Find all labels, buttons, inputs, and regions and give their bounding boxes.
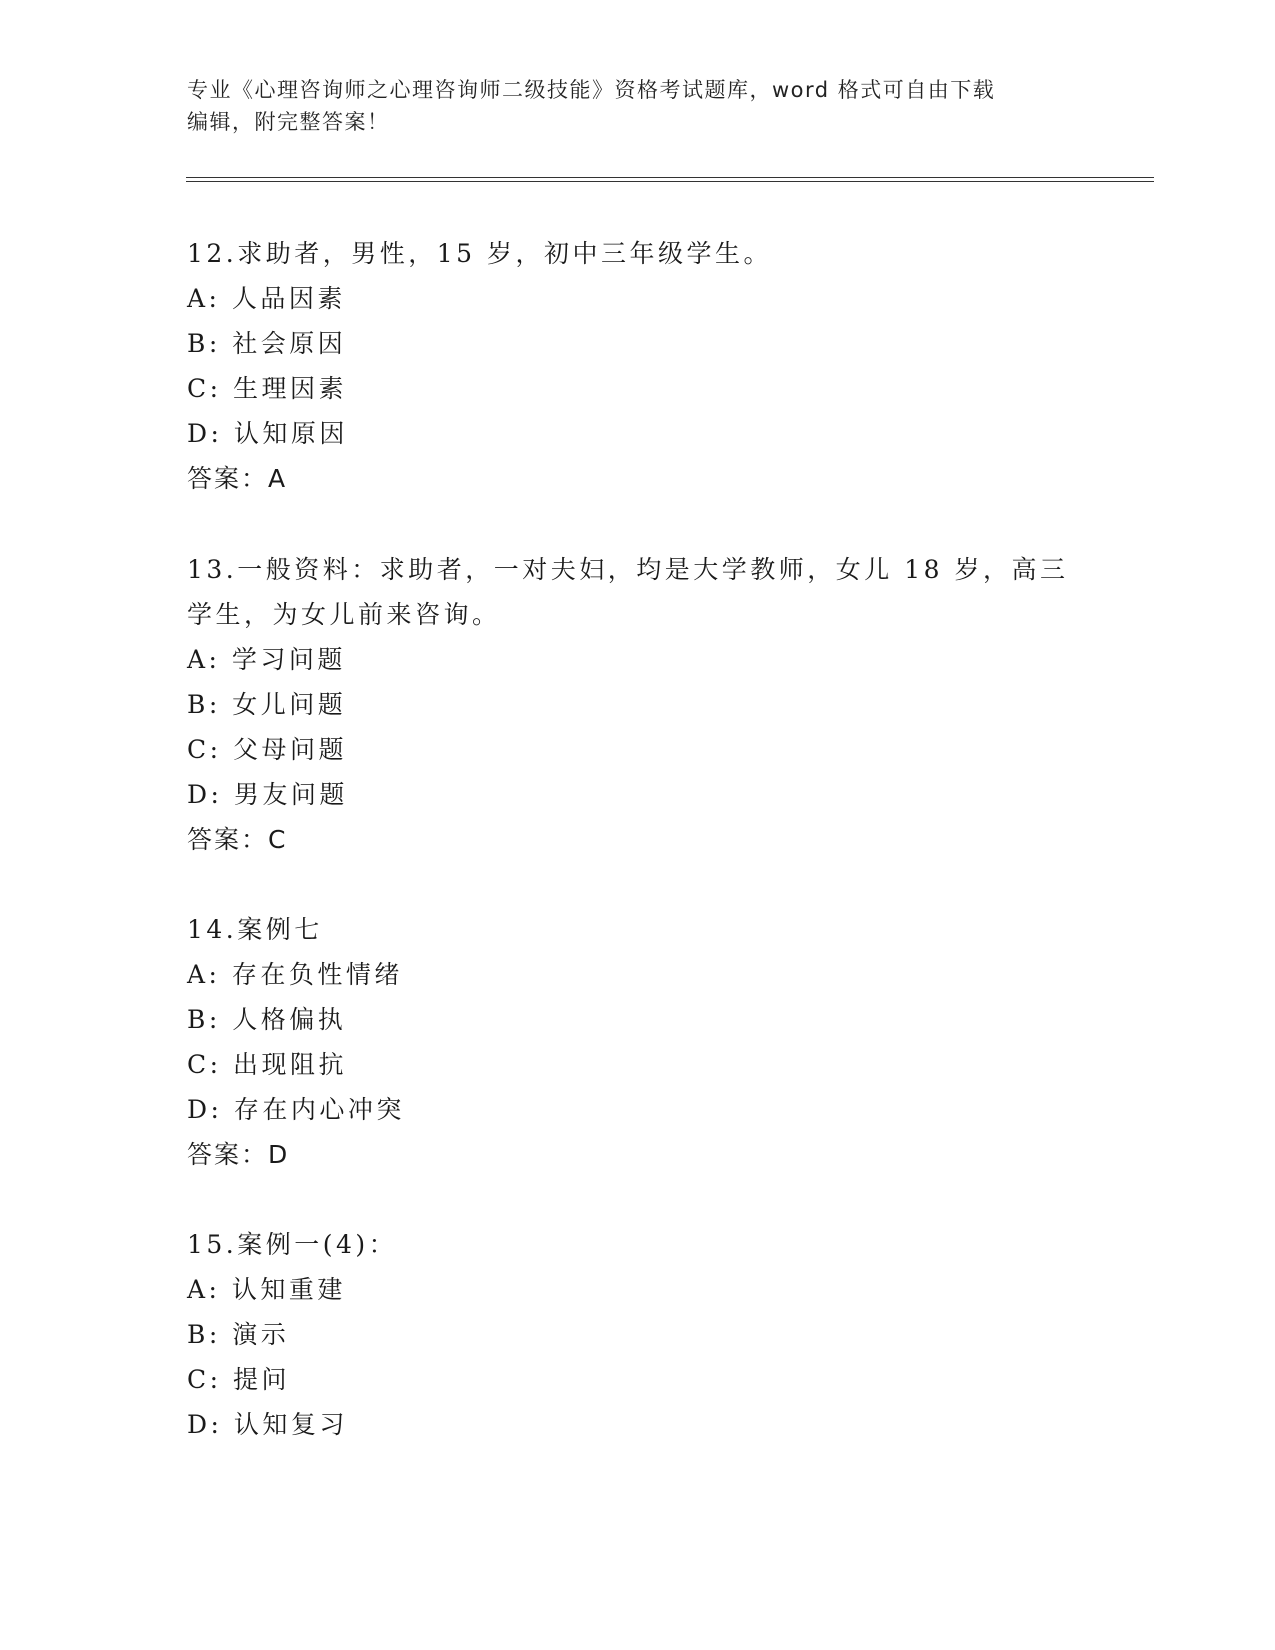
question-12-option-a: A: 人品因素 bbox=[187, 284, 346, 313]
question-12-stem: 12.求助者，男性，15 岁，初中三年级学生。 bbox=[187, 239, 773, 268]
question-13-answer: 答案：C bbox=[187, 825, 288, 854]
question-14-option-b: B: 人格偏执 bbox=[187, 1005, 347, 1034]
question-14-option-d: D: 存在内心冲突 bbox=[187, 1095, 405, 1124]
question-13-option-b: B: 女儿问题 bbox=[187, 690, 347, 719]
question-13-option-d: D: 男友问题 bbox=[187, 780, 348, 809]
question-14-option-c: C: 出现阻抗 bbox=[187, 1050, 347, 1079]
question-15-stem: 15.案例一(4)： bbox=[187, 1230, 398, 1259]
question-14-option-a: A: 存在负性情绪 bbox=[187, 960, 403, 989]
header-line-2: 编辑，附完整答案！ bbox=[187, 110, 390, 134]
question-15-option-b: B: 演示 bbox=[187, 1320, 290, 1349]
question-13-option-a: A: 学习问题 bbox=[187, 645, 346, 674]
question-12-option-c: C: 生理因素 bbox=[187, 374, 347, 403]
header-divider-bottom bbox=[186, 181, 1154, 182]
question-13-option-c: C: 父母问题 bbox=[187, 735, 347, 764]
question-12-option-d: D: 认知原因 bbox=[187, 419, 348, 448]
question-14-stem: 14.案例七 bbox=[187, 915, 323, 944]
header-divider-top bbox=[186, 177, 1154, 178]
question-13-stem-line-1: 13.一般资料：求助者，一对夫妇，均是大学教师，女儿 18 岁，高三 bbox=[187, 555, 1069, 584]
question-15-option-d: D: 认知复习 bbox=[187, 1410, 348, 1439]
document-header bbox=[187, 74, 1067, 138]
question-12-answer: 答案：A bbox=[187, 464, 288, 493]
question-15-option-c: C: 提问 bbox=[187, 1365, 290, 1394]
question-14-answer: 答案：D bbox=[187, 1140, 290, 1169]
header-line-1: 专业《心理咨询师之心理咨询师二级技能》资格考试题库，word 格式可自由下载 bbox=[187, 78, 996, 102]
question-15-option-a: A: 认知重建 bbox=[187, 1275, 346, 1304]
question-12-option-b: B: 社会原因 bbox=[187, 329, 347, 358]
question-13-stem-line-2: 学生，为女儿前来咨询。 bbox=[187, 600, 501, 629]
